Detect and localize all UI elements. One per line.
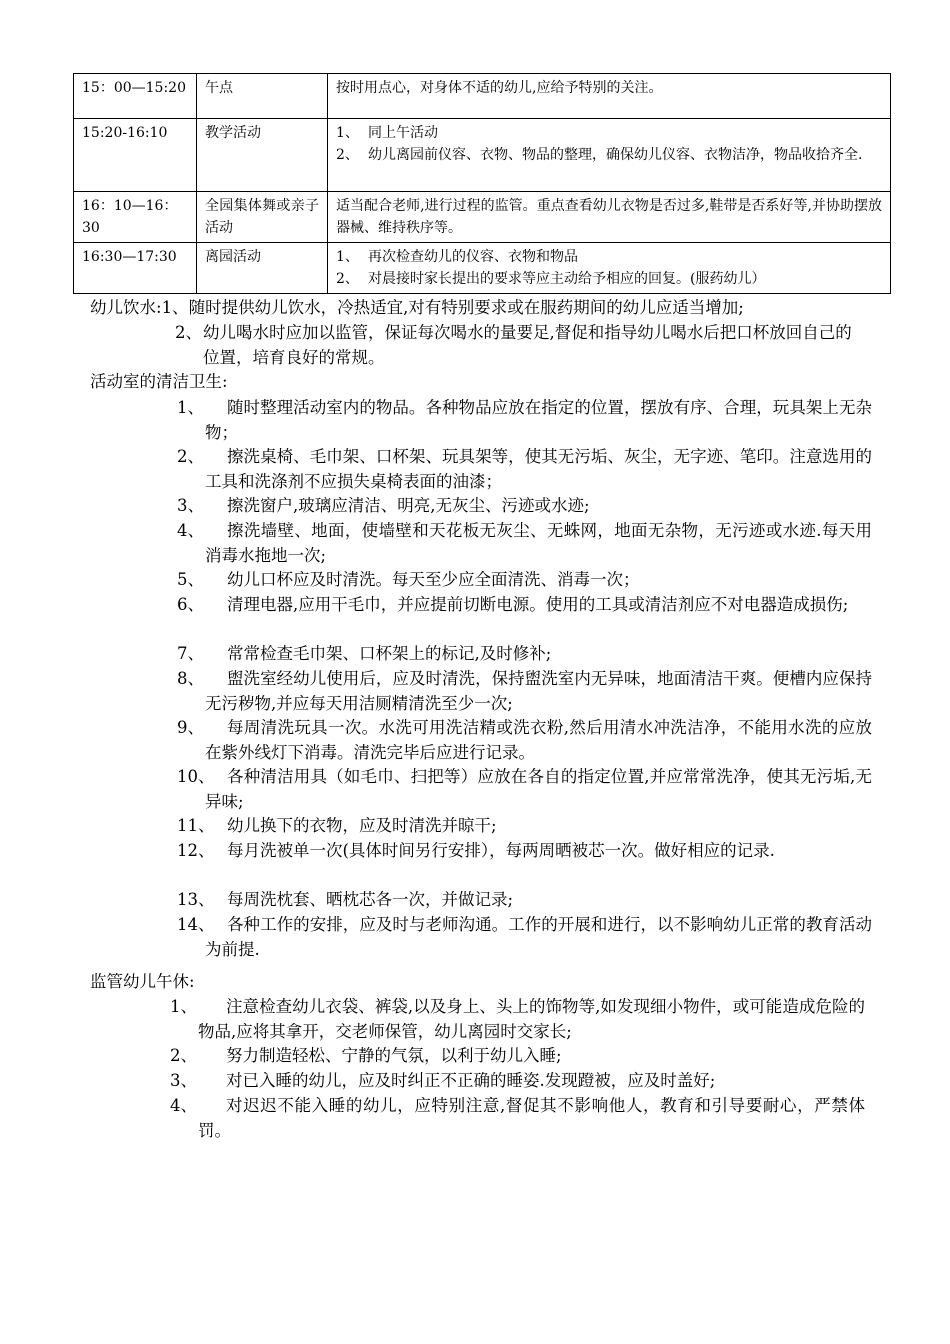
details-cell xyxy=(328,74,891,119)
list-item-text: 清理电器,应用干毛巾，并应提前切断电源。使用的工具或清洁剂应不对电器造成损伤; xyxy=(227,595,849,614)
list-item-text: 常常检查毛巾架、口杯架上的标记,及时修补; xyxy=(227,644,552,663)
list-item-text: 注意检查幼儿衣袋、裤袋,以及身上、头上的饰物等,如发现细小物件，或可能造成危险的物品,应将其拿开，交老师保管，幼儿离园时交家长; xyxy=(198,997,865,1041)
list-number: 4、 xyxy=(177,521,204,540)
list-item-text: 各种工作的安排，应及时与老师沟通。工作的开展和进行，以不影响幼儿正常的教育活动为前提. xyxy=(205,915,872,959)
list-number: 2、 xyxy=(175,323,202,342)
details-cell: 适当配合老师,进行过程的监管。重点查看幼儿衣物是否过多,鞋带是否系好等,并协助摆放器械、维持秩序等。 xyxy=(328,192,891,243)
table-row xyxy=(74,192,891,243)
list-item-text: 随时整理活动室内的物品。各种物品应放在指定的位置，摆放有序、合理，玩具架上无杂物； xyxy=(205,398,872,442)
activity-cell: 全园集体舞或亲子活动 xyxy=(197,192,328,243)
list-number: 10、 xyxy=(177,767,215,786)
detail-number: 2、 xyxy=(336,147,359,163)
time-cell: 15:20-16:10 xyxy=(74,119,197,192)
list-number: 1、 xyxy=(161,298,189,317)
list-number: 7、 xyxy=(177,644,204,663)
list-item-text: 幼儿喝水时应加以监管，保证每次喝水的量要足,督促和指导幼儿喝水后把口杯放回自己的位置，培育良好的常规。 xyxy=(203,323,852,367)
detail-number: 2、 xyxy=(336,271,359,287)
list-item-text: 擦洗桌椅、毛巾架、口杯架、玩具架等，使其无污垢、灰尘，无字迹、笔印。注意选用的工具和洗涤剂不应损失桌椅表面的油漆； xyxy=(205,447,872,491)
list-number: 9、 xyxy=(177,718,204,737)
list-number: 5、 xyxy=(177,570,204,589)
drinking-section xyxy=(90,296,744,321)
list-number: 14、 xyxy=(177,915,215,934)
list-number: 13、 xyxy=(177,890,215,909)
list-item-text: 幼儿口杯应及时清洗。每天至少应全面清洗、消毒一次； xyxy=(227,570,640,589)
list-item-text: 擦洗窗户,玻璃应清洁、明亮,无灰尘、污迹或水迹; xyxy=(227,496,590,515)
section-heading: 幼儿饮水: xyxy=(90,298,162,317)
details-cell xyxy=(328,243,891,294)
table-row xyxy=(74,74,891,119)
list-number: 3、 xyxy=(170,1071,197,1090)
list-item-text: 对已入睡的幼儿，应及时纠正不正确的睡姿.发现蹬被，应及时盖好; xyxy=(226,1071,716,1090)
detail-text: 按时用点心，对身体不适的幼儿,应给予特别的关注。 xyxy=(336,80,663,96)
list-item-text: 随时提供幼儿饮水，冷热适宜,对有特别要求或在服药期间的幼儿应适当增加; xyxy=(188,298,744,317)
list-number: 8、 xyxy=(177,669,204,688)
list-item-text: 幼儿换下的衣物，应及时清洗并晾干; xyxy=(227,816,497,835)
list-item-text: 擦洗墙壁、地面，使墙壁和天花板无灰尘、无蛛网，地面无杂物，无污迹或水迹.每天用消毒水拖地一次; xyxy=(205,521,872,565)
time-cell: 16：10—16：30 xyxy=(74,192,197,243)
list-number: 11、 xyxy=(177,816,215,835)
schedule-table xyxy=(73,73,891,294)
list-number: 4、 xyxy=(170,1096,197,1115)
list-number: 2、 xyxy=(170,1046,197,1065)
activity-cell: 教学活动 xyxy=(197,119,328,192)
list-number: 3、 xyxy=(177,496,204,515)
list-item-text: 每周清洗玩具一次。水洗可用洗洁精或洗衣粉,然后用清水冲洗洁净，不能用水洗的应放在紫外线灯下消毒。清洗完毕后应进行记录。 xyxy=(205,718,872,762)
section-heading: 活动室的清洁卫生: xyxy=(90,372,228,391)
detail-item: 2、 对晨接时家长提出的要求等应主动给予相应的回复。(服药幼儿） xyxy=(336,268,882,290)
list-number: 1、 xyxy=(177,398,204,417)
details-cell xyxy=(328,119,891,192)
list-item-text: 努力制造轻松、宁静的气氛，以利于幼儿入睡; xyxy=(226,1046,562,1065)
detail-number: 1、 xyxy=(336,249,359,265)
list-item-text: 每周洗枕套、晒枕芯各一次，并做记录; xyxy=(227,890,514,909)
table-row xyxy=(74,243,891,294)
section-heading: 监管幼儿午休: xyxy=(90,972,195,991)
time-cell: 16:30—17:30 xyxy=(74,243,197,294)
activity-cell: 午点 xyxy=(197,74,328,119)
detail-number: 1、 xyxy=(336,125,359,141)
table-row xyxy=(74,119,891,192)
activity-cell: 离园活动 xyxy=(197,243,328,294)
time-cell: 15：00—15:20 xyxy=(74,74,197,119)
list-number: 2、 xyxy=(177,447,204,466)
list-item-text: 盥洗室经幼儿使用后，应及时清洗，保持盥洗室内无异味，地面清洁干爽。便槽内应保持无污秽物,并应每天用洁厕精清洗至少一次; xyxy=(205,669,872,713)
list-item-text: 每月洗被单一次(具体时间另行安排），每两周晒被芯一次。做好相应的记录. xyxy=(227,841,775,860)
detail-item: 1、 同上午活动 xyxy=(336,122,882,144)
list-item-text: 对迟迟不能入睡的幼儿，应特别注意,督促其不影响他人，教育和引导要耐心，严禁体罚。 xyxy=(198,1096,865,1140)
list-number: 6、 xyxy=(177,595,204,614)
list-number: 12、 xyxy=(177,841,215,860)
detail-item: 2、 幼儿离园前仪容、衣物、物品的整理，确保幼儿仪容、衣物洁净，物品收拾齐全. xyxy=(336,144,882,166)
list-number: 1、 xyxy=(170,997,197,1016)
detail-item: 1、 再次检查幼儿的仪容、衣物和物品 xyxy=(336,246,882,268)
list-item-text: 各种清洁用具（如毛巾、扫把等）应放在各自的指定位置,并应常常洗净，使其无污垢,无异味; xyxy=(205,767,872,811)
